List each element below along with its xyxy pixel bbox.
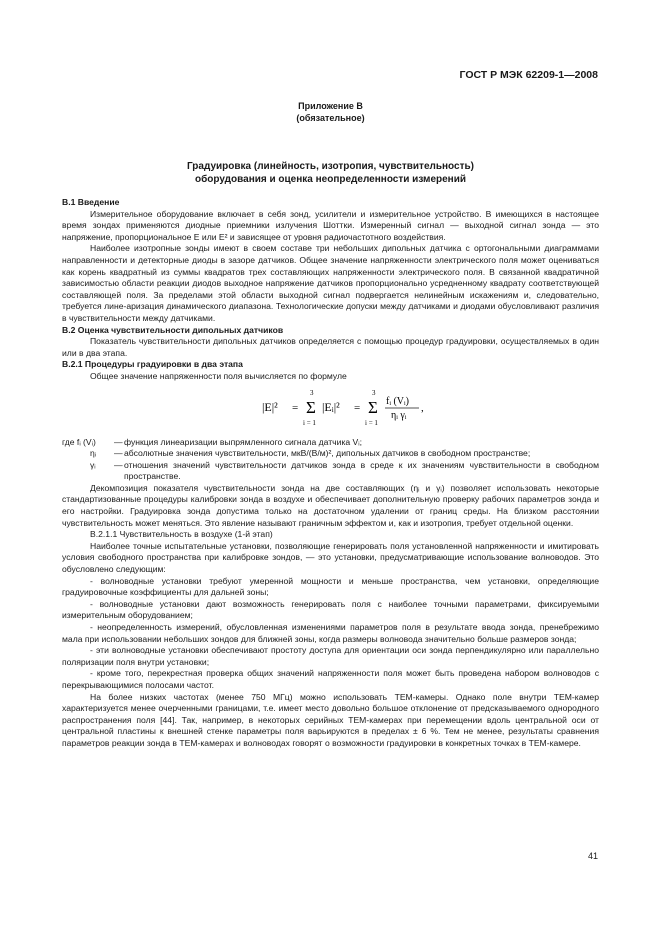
formula-numerator: fᵢ (Vᵢ) bbox=[386, 395, 409, 407]
definition-dash: — bbox=[114, 448, 123, 459]
title-line-1: Градуировка (линейность, изотропия, чувствительность) bbox=[187, 161, 474, 172]
section-b2-heading: В.2 Оценка чувствительности дипольных датчиков bbox=[62, 324, 284, 335]
sum-bottom-1: i = 1 bbox=[303, 418, 316, 427]
paragraph: Показатель чувствительности дипольных датчиков определяется с помощью процедур градуировки, осуществляемых в один или в два этапа. bbox=[62, 336, 599, 358]
list-item: - неопределенность измерений, обусловленная изменениями параметров поля в результате ввода зонда, пренебрежимо мала при использовании небольших зондов для ближней зоны, когда размеры волновода значительно больше размеров зонда; bbox=[62, 622, 599, 644]
section-b211-heading: В.2.1.1 Чувствительность в воздухе (1-й этап) bbox=[90, 529, 273, 540]
formula-comma: , bbox=[421, 401, 424, 414]
list-item: - волноводные установки требуют умеренной мощности и меньше пространства, чем установки, определяющие градуировочные коэффициенты для дальней зоны; bbox=[62, 575, 599, 598]
definition-f bbox=[62, 437, 599, 449]
document-body bbox=[62, 197, 599, 750]
definition-eta bbox=[62, 448, 599, 460]
sum-top-2: 3 bbox=[372, 388, 376, 397]
definition-gamma bbox=[62, 460, 599, 483]
paragraph: Декомпозиция показателя чувствительности зонда на две составляющих (ηᵢ и γᵢ) позволяет использовать некоторые стандартизованные процедуры калибровки зонда в воздухе и обеспечивает дополнительную проверку рабочих параметров зонда и его настройки. Градуировка зонда допустима только на достаточном удалении от границ среды. На близком расстоянии чувствительность может меняться. Это явление называют граничным эффектом и, как и изотропия, требует отдельной оценки. bbox=[62, 482, 599, 528]
paragraph: Измерительное оборудование включает в себя зонд, усилители и измерительное устройство. В имеющихся в настоящее время зондах применяются диодные приемники излучения Шоттки. Измеренный сигнал — выходной сигнал зонда — это напряжение, пропорциональное E или E² и зависящее от уровня радиочастотного воздействия. bbox=[62, 208, 599, 242]
definition-label: ηᵢ bbox=[90, 448, 97, 459]
page-number: 41 bbox=[587, 851, 598, 861]
appendix-status: (обязательное) bbox=[296, 113, 365, 123]
paragraph: На более низких частотах (менее 750 МГц) можно использовать ТЕМ-камеры. Однако поле внутри ТЕМ-камер характеризуется менее очерченными границами, т.е. имеет место довольно большое отклонение от предсказываемого однородного распространения поля [44]. Так, например, в некоторых серийных ТЕМ-камерах при перемещении вдоль центральной оси от центральной пластины к внешней стенке параметры поля варьируются в пределах ± 6 %. Тем не менее, результаты сравнения параметров реакции зонда в ТЕМ-камерах и волноводах говорят о возможности градуировки в конкретных точках в ТЕМ-камере. bbox=[62, 691, 599, 748]
formula-term-1: |Eᵢ|² bbox=[322, 399, 340, 414]
appendix-heading bbox=[0, 100, 661, 124]
appendix-label: Приложение В bbox=[298, 101, 363, 111]
appendix-title bbox=[0, 160, 661, 186]
paragraph: Наиболее изотропные зонды имеют в своем составе три небольших дипольных датчика с ортогональными диаграммами направленности и детекторные диоды в зазоре датчиков. Общее значение напряженности электрического поля может оцениваться как корень квадратный из суммы квадратов трех составляющих напряженности электрического поля. В связанной квадратичной зависимостью области реакции диодов выходное напряжение датчиков пропорционально усредненному квадрату соответствующей составляющей поля. За пределами этой области выходной сигнал подвергается нелинейным искажениям и, следовательно, требуется лине-аризация динамического диапазона. Технологические допуски между датчиками и диодами обусловливают различия в чувствительности между датчиками. bbox=[62, 243, 599, 323]
sum-symbol-2: Σ bbox=[368, 397, 378, 417]
definition-text: отношения значений чувствительности датчиков зонда в среде к их значениям чувствительности в свободном пространстве. bbox=[124, 459, 599, 482]
list-item: - волноводные установки дают возможность генерировать поля с наиболее точными параметрами, фиксируемыми измерительным оборудованием; bbox=[62, 598, 599, 621]
formula-lhs: |E|² bbox=[262, 399, 278, 414]
paragraph: Наиболее точные испытательные установки, позволяющие генерировать поля установленной напряженности и имитировать условия свободного пространства при калибровке зондов, — это установки, предусматривающие использование волноводов. Это обусловлено следующим: bbox=[62, 540, 599, 575]
sum-bottom-2: i = 1 bbox=[365, 418, 378, 427]
formula-equals-2: = bbox=[354, 401, 361, 414]
formula-equals: = bbox=[292, 401, 299, 414]
standard-code: ГОСТ Р МЭК 62209-1—2008 bbox=[459, 69, 598, 81]
definition-label: γᵢ bbox=[90, 459, 96, 470]
field-strength-formula bbox=[62, 383, 599, 437]
list-item: - эти волноводные установки обеспечивают простоту доступа для ориентации оси зонда перпендикулярно или параллельно поляризации поля внутри установки; bbox=[62, 645, 599, 667]
list-item: - кроме того, перекрестная проверка общих значений напряженности поля может быть проведена набором волноводов с перекрывающимися полосами частот. bbox=[62, 668, 599, 690]
section-b21-heading: В.2.1 Процедуры градуировки в два этапа bbox=[62, 359, 243, 370]
definition-text: абсолютные значения чувствительности, мкВ/(В/м)², дипольных датчиков в свободном пространстве; bbox=[124, 448, 531, 459]
definition-label: где fᵢ (Vᵢ) bbox=[62, 436, 96, 447]
section-b1-heading: В.1 Введение bbox=[62, 197, 120, 207]
definition-dash: — bbox=[114, 436, 123, 447]
formula-denominator: ηᵢ γᵢ bbox=[391, 409, 407, 421]
sum-symbol-1: Σ bbox=[306, 397, 316, 417]
definition-dash: — bbox=[114, 459, 123, 470]
title-line-2: оборудования и оценка неопределенности измерений bbox=[194, 174, 467, 185]
definition-text: функция линеаризации выпрямленного сигнала датчика Vᵢ; bbox=[124, 436, 363, 447]
paragraph: Общее значение напряженности поля вычисляется по формуле bbox=[90, 370, 347, 381]
sum-top-1: 3 bbox=[310, 388, 314, 397]
